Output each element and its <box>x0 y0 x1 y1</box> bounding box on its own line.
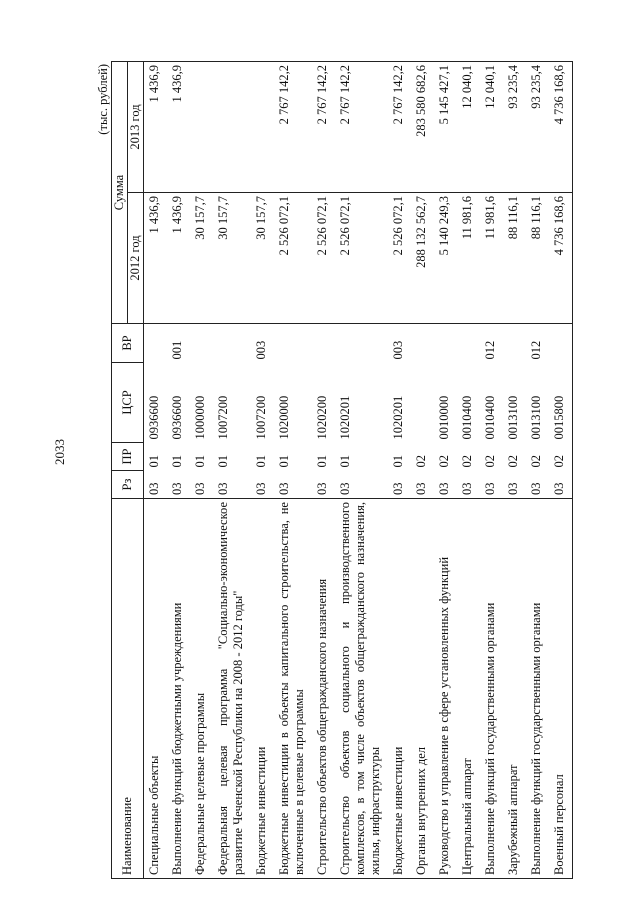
cell-y2013 <box>190 62 213 193</box>
cell-y2013: 1 436,9 <box>144 62 168 193</box>
cell-y2013: 1 436,9 <box>167 62 190 193</box>
cell-rz: 03 <box>251 471 274 499</box>
cell-y2012: 11 981,6 <box>457 193 480 324</box>
cell-y2013: 2 767 142,2 <box>335 62 388 193</box>
cell-y2012: 2 526 072,1 <box>335 193 388 324</box>
cell-y2012: 5 140 249,3 <box>434 193 457 324</box>
cell-rz: 03 <box>503 471 526 499</box>
table-body <box>144 62 573 879</box>
budget-table <box>111 61 573 879</box>
cell-rz: 03 <box>526 471 549 499</box>
cell-rz: 03 <box>213 471 251 499</box>
cell-vr <box>411 324 434 363</box>
header-row <box>112 62 128 879</box>
cell-csr: 1007200 <box>254 395 268 440</box>
cell-vr <box>549 324 573 363</box>
cell-vr <box>144 324 168 363</box>
cell-name: Органы внутренних дел <box>411 499 434 879</box>
cell-y2013: 93 235,4 <box>503 62 526 193</box>
cell-pr: 02 <box>549 443 573 471</box>
cell-name: Федеральная целевая программа "Социально-экономическое развитие Чеченской Республики на 2008 - 2012 годы" <box>213 499 251 879</box>
cell-pr: 01 <box>193 455 207 468</box>
cell-name: Федеральные целевые программы <box>190 499 213 879</box>
cell-csr: 0015800 <box>549 363 573 443</box>
cell-y2012: 30 157,7 <box>251 193 274 324</box>
cell-vr: 001 <box>167 324 190 363</box>
cell-vr <box>335 324 388 363</box>
cell-y2012: 2 526 072,1 <box>388 193 411 324</box>
cell-y2013: 12 040,1 <box>457 62 480 193</box>
cell-rz: 03 <box>144 471 168 499</box>
cell-y2013: 283 580 682,6 <box>411 62 434 193</box>
cell-rz: 03 <box>335 471 388 499</box>
cell-y2012: 288 132 562,7 <box>411 193 434 324</box>
cell-name: Бюджетные инвестиции в объекты капитального строительства, не включенные в целевые программы <box>274 499 312 879</box>
cell-name: Бюджетные инвестиции <box>251 499 274 879</box>
table-row <box>167 62 190 879</box>
cell-csr: 0010000 <box>437 395 451 440</box>
cell-vr: 003 <box>388 324 411 363</box>
cell-csr: 1020000 <box>277 395 291 440</box>
cell-y2013: 2 767 142,2 <box>312 62 335 193</box>
table-row <box>480 62 503 879</box>
cell-pr: 01 <box>254 455 268 468</box>
table-row <box>411 62 434 879</box>
cell-y2013: 5 145 427,1 <box>434 62 457 193</box>
cell-csr: 1020201 <box>338 395 352 440</box>
cell-y2012: 30 157,7 <box>213 193 251 324</box>
cell-y2012: 1 436,9 <box>144 193 168 324</box>
cell-csr: 0010400 <box>483 395 497 440</box>
cell-y2012: 4 736 168,6 <box>549 193 573 324</box>
cell-y2013: 2 767 142,2 <box>388 62 411 193</box>
table-row <box>526 62 549 879</box>
table-row <box>335 62 388 879</box>
cell-csr: 1007200 <box>216 395 230 440</box>
cell-vr <box>503 324 526 363</box>
header-csr: ЦСР <box>112 363 144 443</box>
cell-pr: 02 <box>506 455 520 468</box>
cell-rz: 03 <box>434 471 457 499</box>
cell-pr: 02 <box>460 455 474 468</box>
cell-y2012: 30 157,7 <box>190 193 213 324</box>
cell-csr <box>411 363 434 443</box>
table-row <box>503 62 526 879</box>
header-name: Наименование <box>112 499 144 879</box>
header-sum: Сумма <box>112 62 128 324</box>
cell-name: Выполнение функций государственными органами <box>480 499 503 879</box>
cell-vr <box>457 324 480 363</box>
header-pr: ПР <box>112 443 144 471</box>
cell-name: Военный персонал <box>549 499 573 879</box>
table-row <box>434 62 457 879</box>
cell-rz: 03 <box>312 471 335 499</box>
table-row <box>190 62 213 879</box>
cell-y2012: 2 526 072,1 <box>274 193 312 324</box>
cell-pr: 01 <box>216 455 230 468</box>
cell-name: Строительство объектов социального и производственного комплексов, в том числе объектов общегражданского назначения, жилья, инфраструктуры <box>335 499 388 879</box>
cell-y2012: 88 116,1 <box>503 193 526 324</box>
cell-y2012: 88 116,1 <box>526 193 549 324</box>
cell-y2013 <box>251 62 274 193</box>
cell-pr: 01 <box>315 455 329 468</box>
cell-y2013: 12 040,1 <box>480 62 503 193</box>
table-row <box>388 62 411 879</box>
cell-name: Строительство объектов общегражданского назначения <box>312 499 335 879</box>
cell-rz: 03 <box>274 471 312 499</box>
table-row <box>457 62 480 879</box>
cell-pr: 02 <box>483 455 497 468</box>
units-label: (тыс. рублей) <box>96 64 110 135</box>
cell-y2013 <box>213 62 251 193</box>
cell-rz: 03 <box>480 471 503 499</box>
cell-vr <box>434 324 457 363</box>
cell-rz: 03 <box>190 471 213 499</box>
cell-y2012: 1 436,9 <box>167 193 190 324</box>
cell-y2012: 2 526 072,1 <box>312 193 335 324</box>
cell-vr <box>312 324 335 363</box>
cell-y2012: 11 981,6 <box>480 193 503 324</box>
table-row <box>144 62 168 879</box>
cell-name: Зарубежный аппарат <box>503 499 526 879</box>
cell-rz: 03 <box>411 471 434 499</box>
cell-y2013: 4 736 168,6 <box>549 62 573 193</box>
cell-csr: 0013100 <box>529 395 543 440</box>
cell-csr: 0013100 <box>506 395 520 440</box>
header-year-2013: 2013 год <box>128 62 144 193</box>
cell-pr: 01 <box>391 455 405 468</box>
cell-csr: 0936600 <box>147 395 161 440</box>
table-row <box>549 62 573 879</box>
cell-pr: 02 <box>414 455 428 468</box>
cell-pr: 01 <box>147 455 161 468</box>
cell-name: Специальные объекты <box>144 499 168 879</box>
cell-csr: 0010400 <box>460 395 474 440</box>
cell-vr: 012 <box>526 324 549 363</box>
cell-y2013: 2 767 142,2 <box>274 62 312 193</box>
cell-pr: 02 <box>529 455 543 468</box>
cell-csr: 0936600 <box>170 395 184 440</box>
cell-vr <box>274 324 312 363</box>
header-vr: ВР <box>112 324 144 363</box>
table-row <box>274 62 312 879</box>
cell-name: Руководство и управление в сфере установленных функций <box>434 499 457 879</box>
cell-csr: 1020201 <box>391 395 405 440</box>
cell-name: Бюджетные инвестиции <box>388 499 411 879</box>
table-row <box>312 62 335 879</box>
cell-vr: 012 <box>480 324 503 363</box>
cell-y2013: 93 235,4 <box>526 62 549 193</box>
budget-table-rotated <box>96 61 614 879</box>
cell-name: Выполнение функций бюджетными учреждениями <box>167 499 190 879</box>
table-row <box>213 62 251 879</box>
cell-vr <box>213 324 251 363</box>
cell-pr: 01 <box>338 455 352 468</box>
header-year-2012: 2012 год <box>128 193 144 324</box>
cell-pr: 02 <box>437 455 451 468</box>
cell-csr: 1020200 <box>315 395 329 440</box>
cell-rz: 03 <box>549 471 573 499</box>
cell-name: Выполнение функций государственными органами <box>526 499 549 879</box>
page-number: 2033 <box>52 439 67 465</box>
cell-csr: 1000000 <box>193 395 207 440</box>
cell-vr: 003 <box>251 324 274 363</box>
cell-rz: 03 <box>388 471 411 499</box>
header-rz: Рз <box>112 471 144 499</box>
cell-rz: 03 <box>457 471 480 499</box>
cell-pr: 01 <box>170 455 184 468</box>
cell-name: Центральный аппарат <box>457 499 480 879</box>
cell-rz: 03 <box>167 471 190 499</box>
table-row <box>251 62 274 879</box>
cell-pr: 01 <box>277 455 291 468</box>
cell-vr <box>190 324 213 363</box>
